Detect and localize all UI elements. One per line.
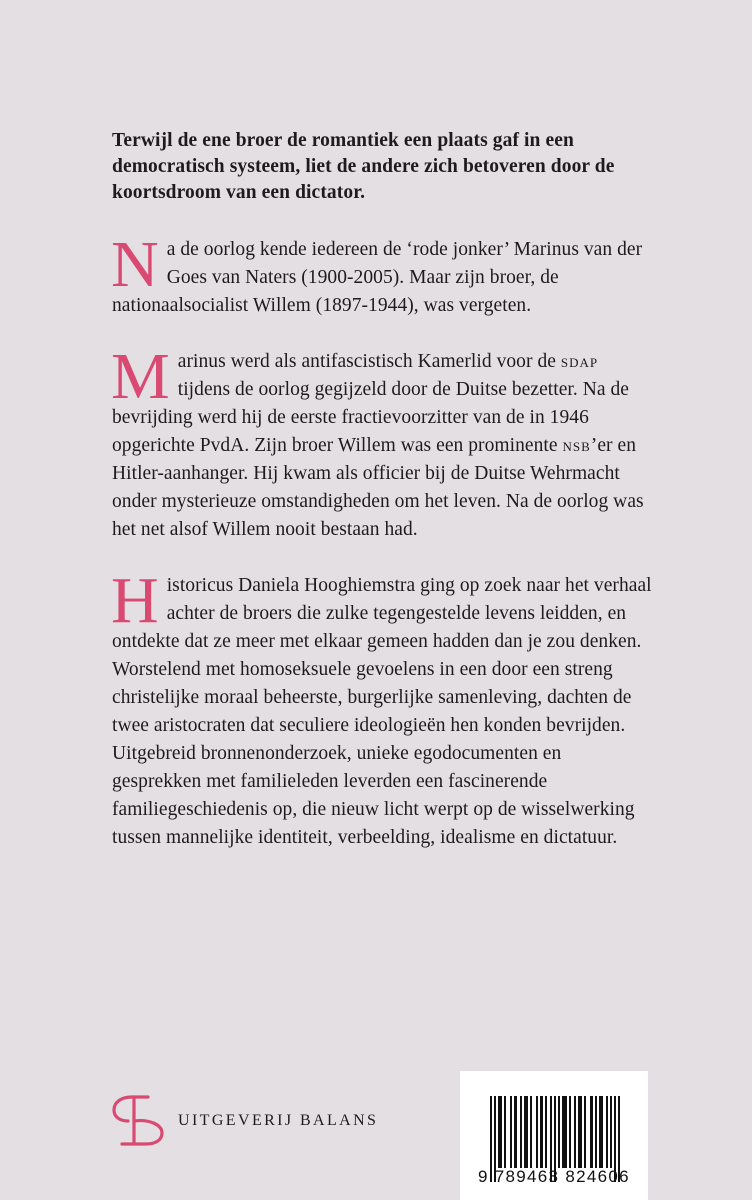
paragraph-1-text: a de oorlog kende iedereen de ‘rode jonker’ Marinus van der Goes van Naters (1900-2005). Maar zijn broer, de nationaalsocialist Willem (1897-1944), was vergeten.: [112, 239, 643, 316]
paragraph-2-text-b: tijdens de oorlog gegijzeld door de Duitse bezetter. Na de bevrijding werd hij de eerste fractievoorzitter van de in 1946 opgerichte PvdA. Zijn broer Willem was een prominente: [112, 379, 630, 456]
publisher-logo: [110, 1093, 378, 1149]
back-cover-text: [112, 128, 652, 880]
abbr-nsb: nsb: [562, 435, 591, 456]
paragraph-2: [111, 340, 652, 544]
isbn-number: 9 789463 824606: [478, 1167, 630, 1186]
isbn-barcode: [460, 1071, 648, 1200]
paragraph-2-text-c: ’er en Hitler-aanhanger. Hij kwam als officier bij de Duitse Wehrmacht onder mysterieuze omstandigheden om het leven. Na de oorlog was het net alsof Willem nooit bestaan had.: [112, 435, 644, 540]
lead-blurb: Terwijl de ene broer de romantiek een plaats gaf in een democratisch systeem, liet de andere zich betoveren door de koortsdroom van een dictator.: [112, 130, 615, 203]
dropcap-h: H: [111, 564, 159, 637]
dropcap-n: N: [111, 228, 159, 301]
dropcap-m: M: [111, 340, 170, 413]
publisher-name: UITGEVERIJ BALANS: [178, 1112, 379, 1129]
paragraph-1: [111, 228, 652, 320]
paragraph-2-text-a: arinus werd als antifascistisch Kamerlid voor de: [177, 351, 561, 372]
paragraph-3-text: istoricus Daniela Hooghiemstra ging op zoek naar het verhaal achter de broers die zulke tegengestelde levens leidden, en ontdekte dat ze meer met elkaar gemeen hadden dan je zou denken. Worstelend met homoseksuele gevoelens in een door een streng christelijke moraal beheerste, burgerlijke samenleving, dachten de twee aristocraten dat seculiere ideologieën hen konden bevrijden. Uitgebreid bronnenonderzoek, unieke egodocumenten en gesprekken met familieleden leverden een fascinerende familiegeschiedenis op, die nieuw licht werpt op de wisselwerking tussen mannelijke identiteit, verbeelding, idealisme en dictatuur.: [112, 575, 652, 848]
abbr-sdap: sdap: [560, 351, 599, 372]
balans-logo-icon: [110, 1093, 166, 1149]
paragraph-3: [111, 564, 652, 852]
